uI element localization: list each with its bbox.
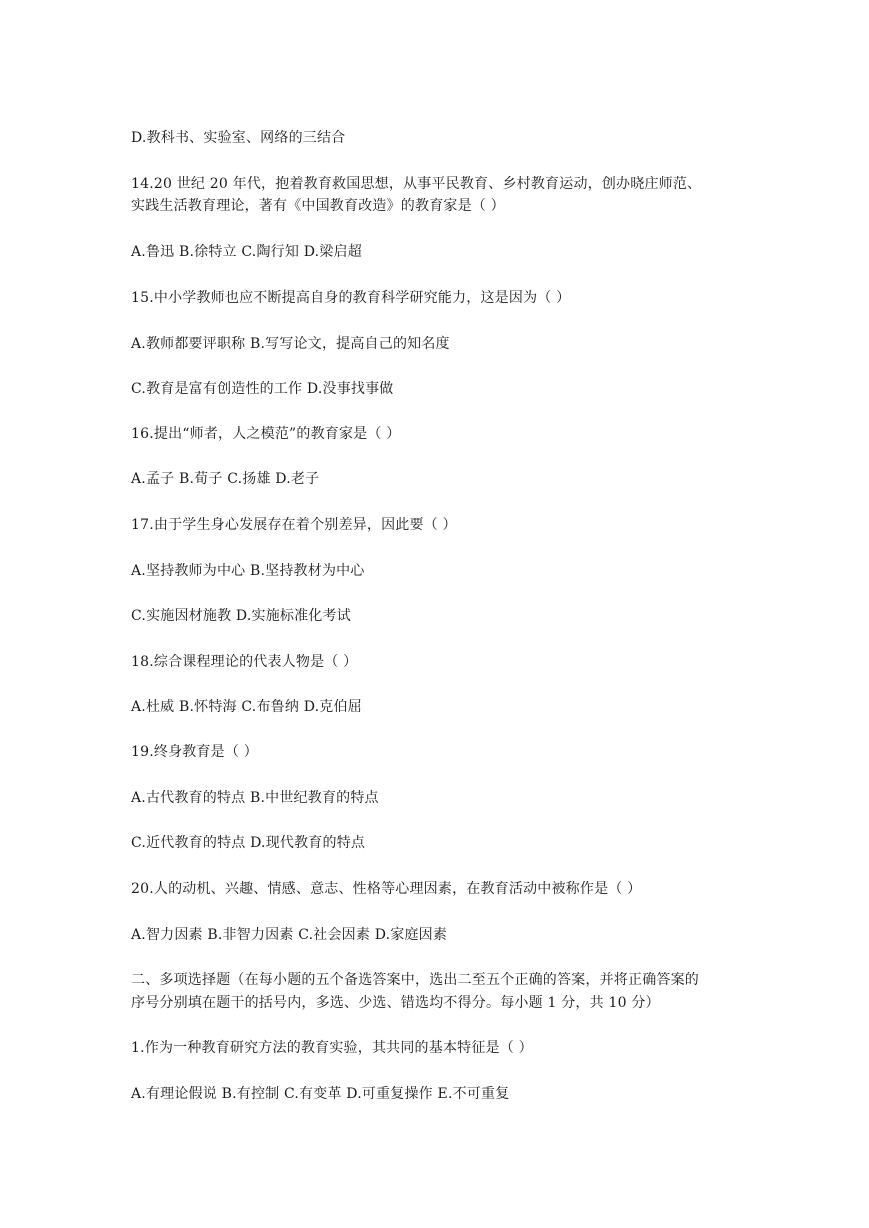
section-2-heading-line-1: 二、多项选择题（在每小题的五个备选答案中，选出二至五个正确的答案，并将正确答案的 (131, 972, 699, 988)
question-15-options-ab: A.教师都要评职称 B.写写论文，提高自己的知名度 (131, 336, 450, 352)
question-17: 17.由于学生身心发展存在着个别差异，因此要（ ） (131, 517, 457, 533)
mc-question-1-options: A.有理论假说 B.有控制 C.有变革 D.可重复操作 E.不可重复 (131, 1086, 510, 1102)
question-19-options-cd: C.近代教育的特点 D.现代教育的特点 (131, 835, 366, 851)
question-20-options: A.智力因素 B.非智力因素 C.社会因素 D.家庭因素 (131, 927, 448, 943)
question-19-options-ab: A.古代教育的特点 B.中世纪教育的特点 (131, 790, 379, 806)
question-17-options-cd: C.实施因材施教 D.实施标准化考试 (131, 608, 351, 624)
question-14-line-2: 实践生活教育理论，著有《中国教育改造》的教育家是（ ） (131, 198, 505, 214)
section-2-heading-line-2: 序号分别填在题干的括号内，多选、少选、错选均不得分。每小题 1 分，共 10 分） (131, 995, 660, 1011)
question-17-options-ab: A.坚持教师为中心 B.坚持教材为中心 (131, 563, 365, 579)
question-18-options: A.杜威 B.怀特海 C.布鲁纳 D.克伯屈 (131, 699, 362, 715)
question-16: 16.提出“师者，人之模范”的教育家是（ ） (131, 426, 401, 442)
question-15-options-cd: C.教育是富有创造性的工作 D.没事找事做 (131, 381, 394, 397)
option-line-13d: D.教科书、实验室、网络的三结合 (131, 130, 346, 146)
question-14-line-1: 14.20 世纪 20 年代，抱着教育救国思想，从事平民教育、乡村教育运动，创办晓庄师范、 (131, 176, 702, 192)
question-20: 20.人的动机、兴趣、情感、意志、性格等心理因素，在教育活动中被称作是（ ） (131, 881, 642, 897)
question-19: 19.终身教育是（ ） (131, 744, 258, 760)
mc-question-1: 1.作为一种教育研究方法的教育实验，其共同的基本特征是（ ） (131, 1040, 533, 1056)
question-14-options: A.鲁迅 B.徐特立 C.陶行知 D.梁启超 (131, 244, 362, 260)
question-15: 15.中小学教师也应不断提高自身的教育科学研究能力，这是因为（ ） (131, 290, 571, 306)
question-16-options: A.孟子 B.荀子 C.扬雄 D.老子 (131, 471, 320, 487)
question-18: 18.综合课程理论的代表人物是（ ） (131, 654, 358, 670)
